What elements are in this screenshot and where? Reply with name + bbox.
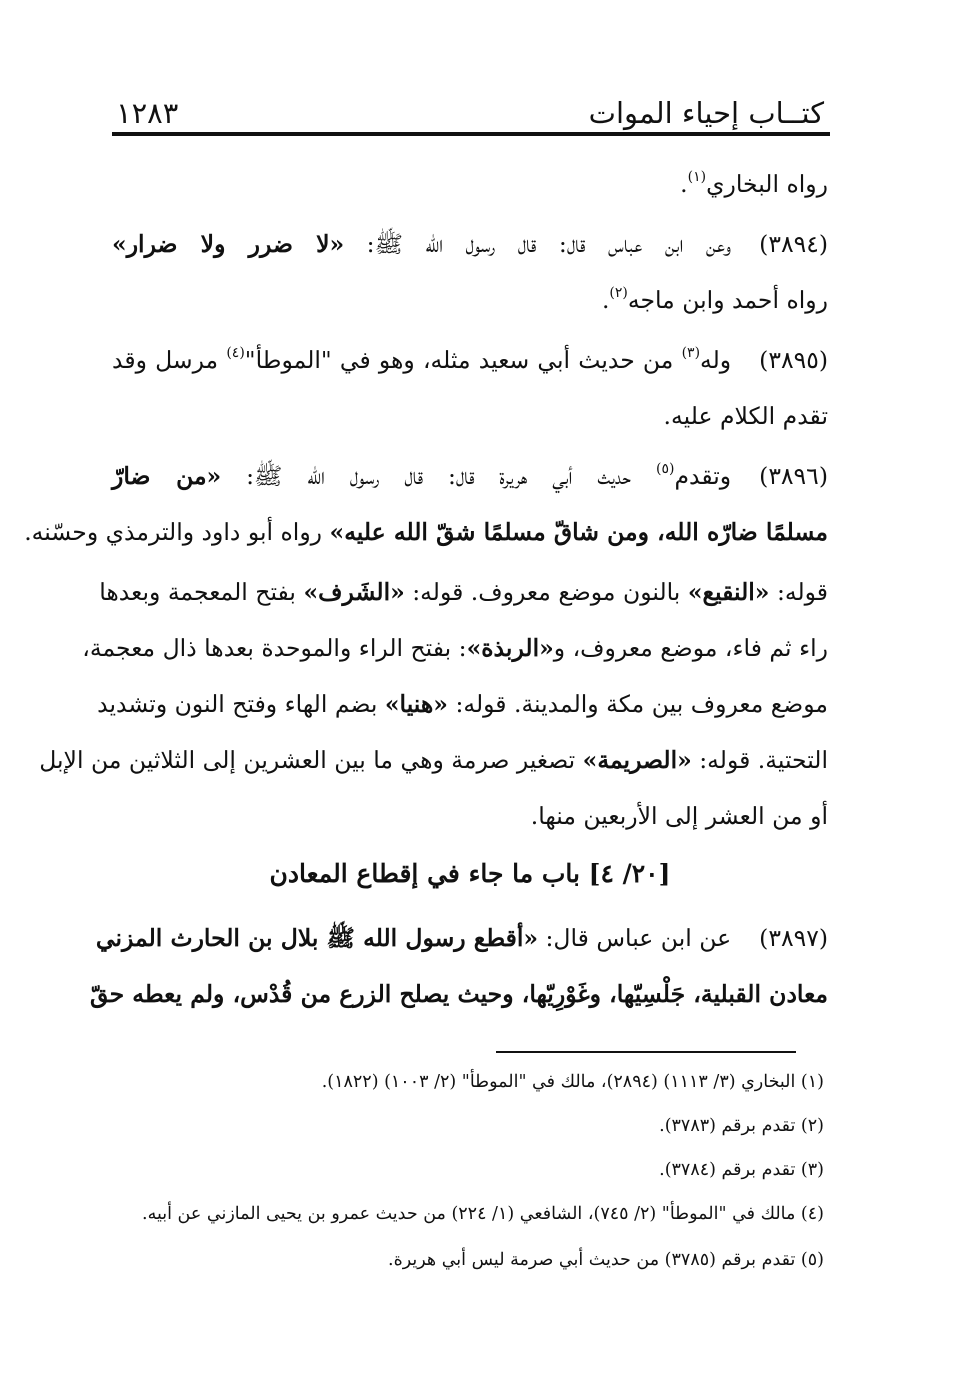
text-segment: وعن ابن عباس قال: قال رسول الله ﷺ:: [344, 230, 732, 258]
text-segment: رواه البخاري: [706, 170, 828, 198]
hadith-quote: «من ضارّ: [112, 462, 222, 490]
defined-term: «النقيع»: [687, 578, 770, 606]
text-segment: .: [601, 286, 610, 314]
text-segment: بالنون موضع معروف. قوله:: [404, 578, 688, 606]
defined-term: «الربذة»: [466, 634, 554, 662]
text-segment: : بفتح الراء والموحدة بعدها ذال معجمة،: [82, 634, 467, 662]
footnote-ref-5: (٥): [656, 461, 675, 477]
book-title: كتــاب إحياء الموات: [588, 96, 824, 130]
hadith-number: (٣٨٩٦): [759, 462, 828, 490]
defined-term: «هنيا»: [384, 690, 448, 718]
hadith-number: (٣٨٩٧): [759, 924, 828, 952]
footnote-4: (٤) مالك في "الموطأ" (٢/ ٧٤٥)، الشافعي (١/ ٢٢٤) من حديث عمرو بن يحيى المازني عن أبيه.: [142, 1204, 824, 1224]
footnote-ref-4: (٤): [226, 345, 245, 361]
text-segment: رواه أحمد وابن ماجه: [627, 286, 828, 314]
footnote-ref-3: (٣): [681, 345, 701, 361]
commentary-line-2: [82, 628, 828, 668]
footnote-3: (٣) تقدم برقم (٣٧٨٤).: [659, 1160, 824, 1180]
commentary-line-1: [99, 572, 828, 612]
hadith-number: (٣٨٩٥): [759, 346, 828, 374]
commentary-line-3: [97, 684, 828, 724]
defined-term: «الصريمة»: [582, 746, 692, 774]
text-line-1: [112, 164, 828, 204]
footnote-ref-1: (١): [687, 169, 707, 185]
hadith-quote: «لا ضرر ولا ضرار»: [112, 230, 345, 258]
defined-term: «الشَرف»: [303, 578, 405, 606]
text-segment: وله: [700, 346, 732, 374]
text-segment: حديث أبي هريرة قال: قال رسول الله ﷺ:: [221, 462, 656, 490]
commentary-line-4: [39, 740, 828, 780]
hadith-3896-line-1: [112, 456, 828, 496]
page-number: ١٢٨٣: [116, 96, 179, 130]
footnote-5: (٥) تقدم برقم (٣٧٨٥) من حديث أبي صرمة ليس أبي هريرة.: [388, 1250, 824, 1270]
text-segment: موضع معروف بين مكة والمدينة. قوله:: [447, 690, 828, 718]
hadith-3895-line-1: [112, 340, 828, 380]
text-segment: عن ابن عباس قال:: [538, 924, 732, 952]
hadith-3896-line-2: [24, 512, 828, 552]
text-segment: بضم الهاء وفتح النون وتشديد: [97, 690, 385, 718]
page-header: [112, 92, 830, 132]
hadith-3897-line-1: [95, 918, 828, 958]
hadith-3897-line-2: معادن القبلية، جَلْسِيّها، وغَوْرِيّها، وحيث يصلح الزرع من قُدْس، ولم يعطه حقّ: [90, 980, 828, 1008]
hadith-3894-line-1: [112, 224, 828, 264]
hadith-3895-line-2: تقدم الكلام عليه.: [663, 402, 828, 430]
text-segment: قوله:: [769, 578, 828, 606]
footnote-2: (٢) تقدم برقم (٣٧٨٣).: [659, 1116, 824, 1136]
text-segment: تصغير صرمة وهي ما بين العشرين إلى الثلاثين من الإبل: [39, 746, 583, 774]
footnote-ref-2: (٢): [609, 285, 628, 301]
text-segment: وتقدم: [674, 462, 732, 490]
hadith-number: (٣٨٩٤): [759, 230, 828, 258]
text-segment: .: [680, 170, 688, 198]
text-segment: مرسل وقد: [112, 346, 227, 374]
footnote-rule: [496, 1051, 796, 1053]
text-segment: راء ثم فاء، موضع معروف، و: [553, 634, 828, 662]
chapter-heading: [٢٠/ ٤] باب ما جاء في إقطاع المعادن: [269, 859, 671, 888]
text-segment: رواه أبو داود والترمذي وحسّنه.: [24, 518, 330, 546]
hadith-quote: مسلمًا ضارّه الله، ومن شاقّ مسلمًا شقّ الله عليه»: [329, 518, 828, 546]
hadith-quote: «أقطع رسول الله ﷺ بلال بن الحارث المزني: [95, 924, 539, 952]
text-segment: من حديث أبي سعيد مثله، وهو في "الموطأ": [244, 346, 682, 374]
footnote-1: (١) البخاري (٣/ ١١١٣) (٢٨٩٤)، مالك في "الموطأ" (٢/ ١٠٠٣) (١٨٢٢).: [321, 1072, 824, 1092]
text-segment: بفتح المعجمة وبعدها: [99, 578, 304, 606]
hadith-3894-line-2: [112, 280, 828, 320]
commentary-line-5: أو من العشر إلى الأربعين منها.: [530, 802, 828, 830]
header-rule: [112, 132, 830, 136]
text-segment: التحتية. قوله:: [691, 746, 828, 774]
